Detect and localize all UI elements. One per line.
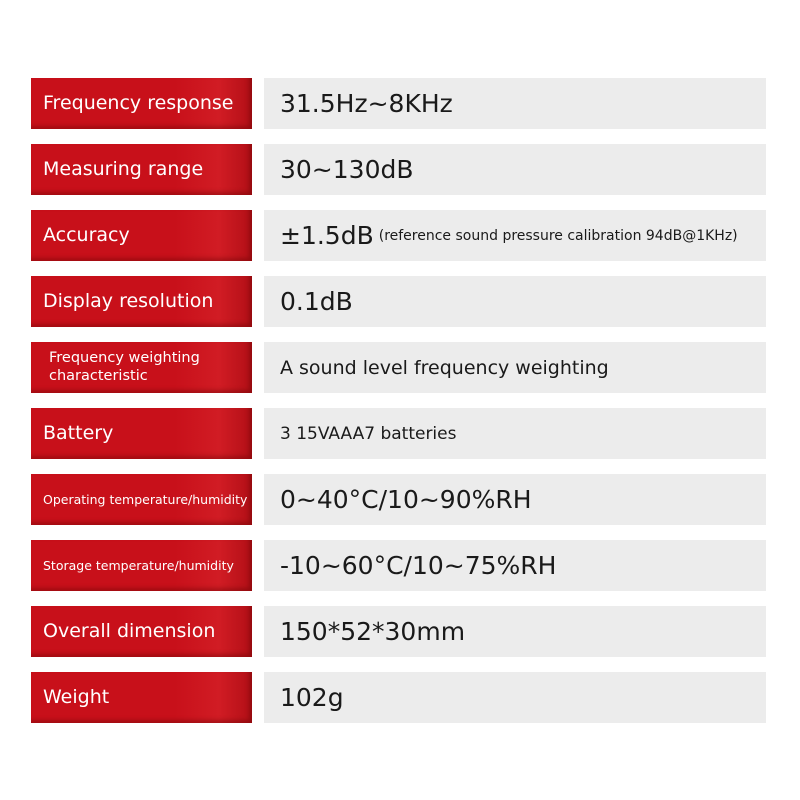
spec-row-frequency-weighting: [31, 342, 766, 393]
spec-value: 0.1dB: [264, 276, 766, 327]
spec-label: Weight: [31, 672, 252, 723]
accuracy-note: (reference sound pressure calibration 94dB@1KHz): [378, 227, 738, 244]
spec-value: 0~40°C/10~90%RH: [264, 474, 766, 525]
spec-row-storage-temperature: [31, 540, 766, 591]
spec-value: [264, 210, 766, 261]
spec-label: Display resolution: [31, 276, 252, 327]
spec-row-overall-dimension: [31, 606, 766, 657]
spec-table: [31, 78, 766, 738]
spec-label: Operating temperature/humidity: [31, 474, 252, 525]
spec-row-measuring-range: [31, 144, 766, 195]
spec-label: Overall dimension: [31, 606, 252, 657]
spec-value: -10~60°C/10~75%RH: [264, 540, 766, 591]
spec-row-weight: [31, 672, 766, 723]
spec-row-operating-temperature: [31, 474, 766, 525]
spec-label: Storage temperature/humidity: [31, 540, 252, 591]
spec-row-accuracy: [31, 210, 766, 261]
spec-row-battery: [31, 408, 766, 459]
spec-value: 3 15VAAA7 batteries: [264, 408, 766, 459]
accuracy-value: ±1.5dB: [280, 221, 374, 250]
spec-label: Frequency weighting characteristic: [31, 342, 252, 393]
spec-label: Frequency response: [31, 78, 252, 129]
spec-label: Measuring range: [31, 144, 252, 195]
spec-label: Accuracy: [31, 210, 252, 261]
spec-value: 102g: [264, 672, 766, 723]
spec-label: Battery: [31, 408, 252, 459]
spec-row-display-resolution: [31, 276, 766, 327]
spec-row-frequency-response: [31, 78, 766, 129]
spec-value: 31.5Hz~8KHz: [264, 78, 766, 129]
spec-value: 30~130dB: [264, 144, 766, 195]
spec-value: 150*52*30mm: [264, 606, 766, 657]
spec-value: A sound level frequency weighting: [264, 342, 766, 393]
